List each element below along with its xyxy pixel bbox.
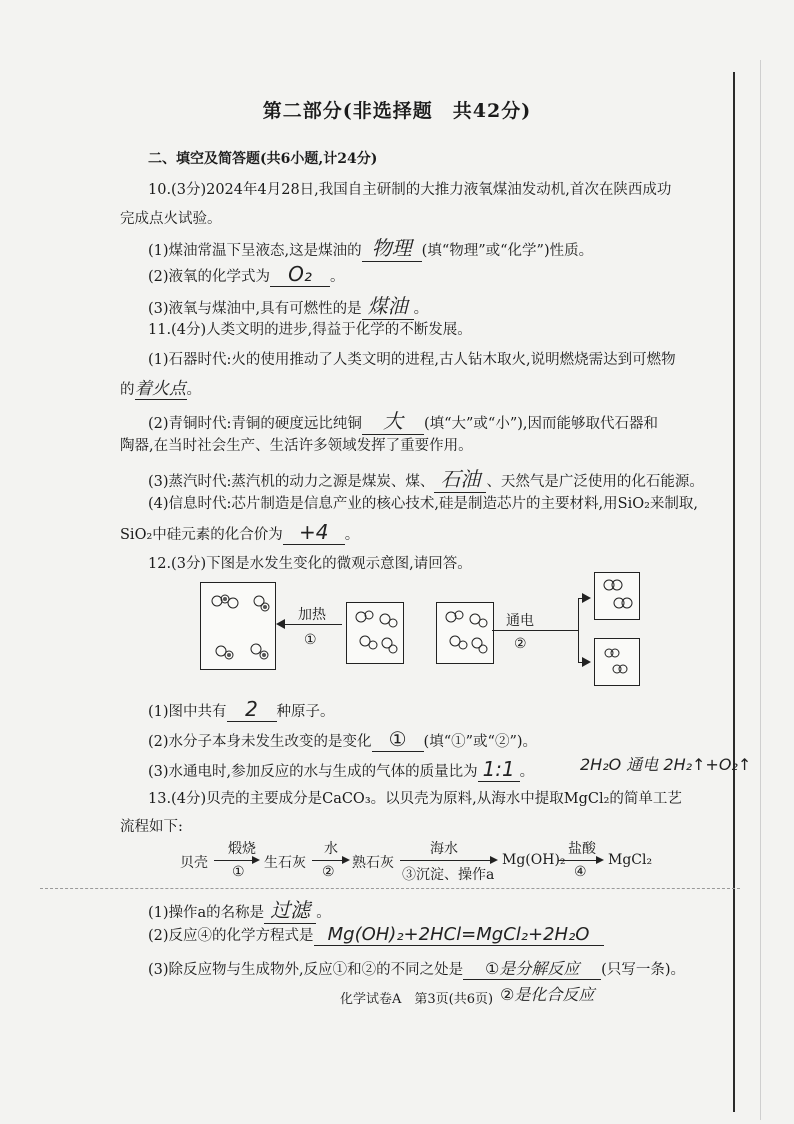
q12-answer-3: 1:1 bbox=[482, 757, 515, 781]
q13-answer-2: Mg(OH)₂+2HCl=MgCl₂+2H₂O bbox=[327, 924, 590, 945]
flow-step-2-number: ② bbox=[322, 864, 335, 880]
q12-stem: 12.(3分)下图是水发生变化的微观示意图,请回答。 bbox=[148, 556, 472, 572]
q13-part-2: (2)反应④的化学方程式是 Mg(OH)₂+2HCl=MgCl₂+2H₂O bbox=[148, 924, 604, 946]
flow-step-1-number: ① bbox=[232, 864, 245, 880]
flow-node-mgoh2: Mg(OH)₂ bbox=[502, 852, 566, 868]
process-flow bbox=[180, 838, 660, 888]
q11-part-1a: (1)石器时代:火的使用推动了人类文明的进程,古人钻木取火,说明燃烧需达到可燃物 bbox=[148, 352, 676, 368]
q12-part-2: (2)水分子本身未发生改变的是变化 ① (填“①”或“②”)。 bbox=[148, 727, 538, 751]
water-molecules-2 bbox=[437, 603, 493, 663]
q11-part-3: (3)蒸汽时代:蒸汽机的动力之源是煤炭、煤、 石油 、天然气是广泛使用的化石能源。 bbox=[148, 463, 704, 493]
q10-part-1: (1)煤油常温下呈液态,这是煤油的 物理 (填“物理”或“化学”)性质。 bbox=[148, 232, 593, 262]
electrolysis-number: ② bbox=[514, 636, 527, 652]
q13-answer-3: ①是分解反应 bbox=[484, 959, 580, 978]
flow-step-3-label: 海水 bbox=[430, 841, 458, 857]
q10-answer-3: 煤油 bbox=[367, 294, 408, 318]
heat-arrow bbox=[284, 624, 342, 625]
molecules-after-heating bbox=[201, 583, 275, 669]
q13-part-1: (1)操作a的名称是 过滤 。 bbox=[148, 894, 331, 924]
oxygen-molecules bbox=[595, 639, 639, 685]
branch-bottom-arrowhead bbox=[582, 657, 591, 667]
q11-answer-4: +4 bbox=[299, 520, 329, 544]
flow-arrow-1 bbox=[214, 860, 258, 861]
flow-step-4-label: 盐酸 bbox=[568, 841, 596, 857]
flow-node-slaked-lime: 熟石灰 bbox=[352, 855, 394, 871]
page-footer: 化学试卷A 第3页(共6页) bbox=[340, 992, 494, 1007]
flow-step-4-number: ④ bbox=[574, 864, 587, 880]
q12-answer-2: ① bbox=[388, 727, 407, 751]
hydrogen-molecules bbox=[595, 573, 639, 619]
flow-node-shell: 贝壳 bbox=[180, 855, 208, 871]
flow-step-1-label: 煅烧 bbox=[228, 841, 256, 857]
q11-part-4b: SiO₂中硅元素的化合价为 +4 。 bbox=[120, 520, 360, 544]
q12-part-3: (3)水通电时,参加反应的水与生成的气体的质量比为 1:1 。 bbox=[148, 757, 535, 781]
flow-arrow-4 bbox=[558, 860, 602, 861]
q10-part-3: (3)液氧与煤油中,具有可燃性的是 煤油 。 bbox=[148, 290, 428, 320]
flow-node-quicklime: 生石灰 bbox=[264, 855, 306, 871]
heat-number: ① bbox=[304, 632, 317, 648]
q10-answer-2: O₂ bbox=[288, 262, 312, 286]
section-heading: 二、填空及简答题(共6小题,计24分) bbox=[148, 151, 378, 167]
scan-edge-line bbox=[760, 60, 761, 1120]
q11-stem: 11.(4分)人类文明的进步,得益于化学的不断发展。 bbox=[148, 322, 472, 338]
q10-part-2: (2)液氧的化学式为 O₂ 。 bbox=[148, 262, 345, 286]
q11-part-2b: 陶器,在当时社会生产、生活许多领域发挥了重要作用。 bbox=[120, 438, 473, 454]
q11-part-2: (2)青铜时代:青铜的硬度远比纯铜 大 (填“大”或“小”),因而能够取代石器和 bbox=[148, 405, 658, 435]
q10-stem-2: 完成点火试验。 bbox=[120, 211, 222, 227]
q11-part-1b: 的着火点。 bbox=[120, 374, 201, 400]
q13-stem-1: 13.(4分)贝壳的主要成分是CaCO₃。以贝壳为原料,从海水中提取MgCl₂的简单工艺 bbox=[148, 791, 682, 807]
branch-line bbox=[578, 598, 579, 662]
q12-handwritten-equation: 2H₂O 通电 2H₂↑+O₂↑ bbox=[580, 755, 752, 774]
box-initial-water-1 bbox=[346, 602, 404, 664]
q11-answer-3: 石油 bbox=[440, 467, 481, 491]
electrolysis-line bbox=[492, 630, 578, 631]
water-change-diagram bbox=[200, 582, 640, 694]
flow-step-3-detail: ③沉淀、操作a bbox=[402, 867, 495, 883]
binding-edge-line bbox=[733, 72, 735, 1112]
box-hydrogen bbox=[594, 572, 640, 620]
q12-part-1: (1)图中共有 2 种原子。 bbox=[148, 697, 335, 721]
flow-arrow-2 bbox=[312, 860, 348, 861]
electrolysis-label: 通电 bbox=[506, 613, 534, 629]
q11-part-4a: (4)信息时代:芯片制造是信息产业的核心技术,硅是制造芯片的主要材料,用SiO₂来制取, bbox=[148, 496, 699, 512]
box-after-heating bbox=[200, 582, 276, 670]
heat-label: 加热 bbox=[298, 607, 326, 623]
flow-arrow-3 bbox=[400, 860, 496, 861]
branch-top-arrowhead bbox=[582, 593, 591, 603]
q13-answer-3-continued: ②是化合反应 bbox=[500, 985, 595, 1004]
water-molecules-1 bbox=[347, 603, 403, 663]
q10-answer-1: 物理 bbox=[371, 236, 412, 260]
q13-part-3: (3)除反应物与生成物外,反应①和②的不同之处是 ①是分解反应 (只写一条)。 bbox=[148, 956, 685, 980]
flow-node-mgcl2: MgCl₂ bbox=[608, 852, 653, 868]
fold-line bbox=[40, 888, 740, 889]
q13-answer-1: 过滤 bbox=[270, 898, 311, 922]
box-initial-water-2 bbox=[436, 602, 494, 664]
q13-stem-2: 流程如下: bbox=[120, 819, 183, 835]
flow-step-2-label: 水 bbox=[324, 841, 338, 857]
q12-answer-1: 2 bbox=[245, 697, 258, 721]
q10-stem-1: 10.(3分)2024年4月28日,我国自主研制的大推力液氧煤油发动机,首次在陕西成功 bbox=[148, 182, 672, 198]
heat-arrowhead bbox=[276, 619, 285, 629]
part-title: 第二部分(非选择题 共42分) bbox=[262, 100, 532, 122]
q11-answer-2: 大 bbox=[382, 409, 403, 433]
box-oxygen bbox=[594, 638, 640, 686]
q11-answer-1: 着火点 bbox=[135, 379, 186, 399]
